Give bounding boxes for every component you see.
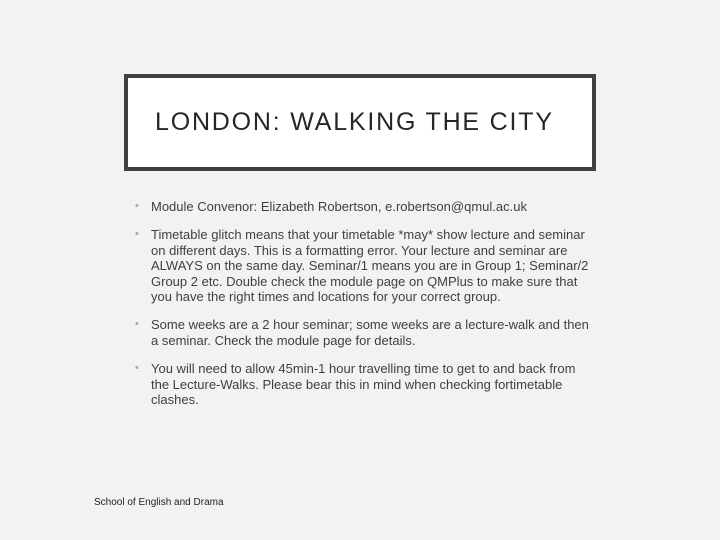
slide-title: LONDON: WALKING THE CITY — [155, 108, 554, 136]
bullet-item-seminar — [133, 317, 595, 348]
bullet-icon: • — [135, 318, 139, 331]
bullet-text: You will need to allow 45min-1 hour travelling time to get to and back from the Lecture-Walks. Please bear this in mind when checking fortimetable clashes. — [151, 361, 576, 408]
bullet-text: Module Convenor: Elizabeth Robertson, e.robertson@qmul.ac.uk — [151, 199, 527, 214]
bullet-text: Some weeks are a 2 hour seminar; some weeks are a lecture-walk and then a seminar. Check the module page for details. — [151, 317, 589, 348]
bullet-list — [133, 199, 595, 420]
title-box — [124, 74, 596, 171]
bullet-item-travel — [133, 361, 595, 407]
bullet-item-timetable — [133, 227, 595, 304]
bullet-icon: • — [135, 362, 139, 375]
bullet-item-convenor — [133, 199, 595, 214]
bullet-text: Timetable glitch means that your timetable *may* show lecture and seminar on different days. This is a formatting error. Your lecture and seminar are ALWAYS on the same day. Seminar/1 means you are in Group 1; Seminar/2 Group 2 etc. Double check the module page on QMPlus to make sure that you have the right times and locations for your correct group. — [151, 227, 589, 305]
bullet-icon: • — [135, 228, 139, 241]
bullet-icon: • — [135, 200, 139, 212]
footer-school: School of English and Drama — [94, 497, 224, 508]
